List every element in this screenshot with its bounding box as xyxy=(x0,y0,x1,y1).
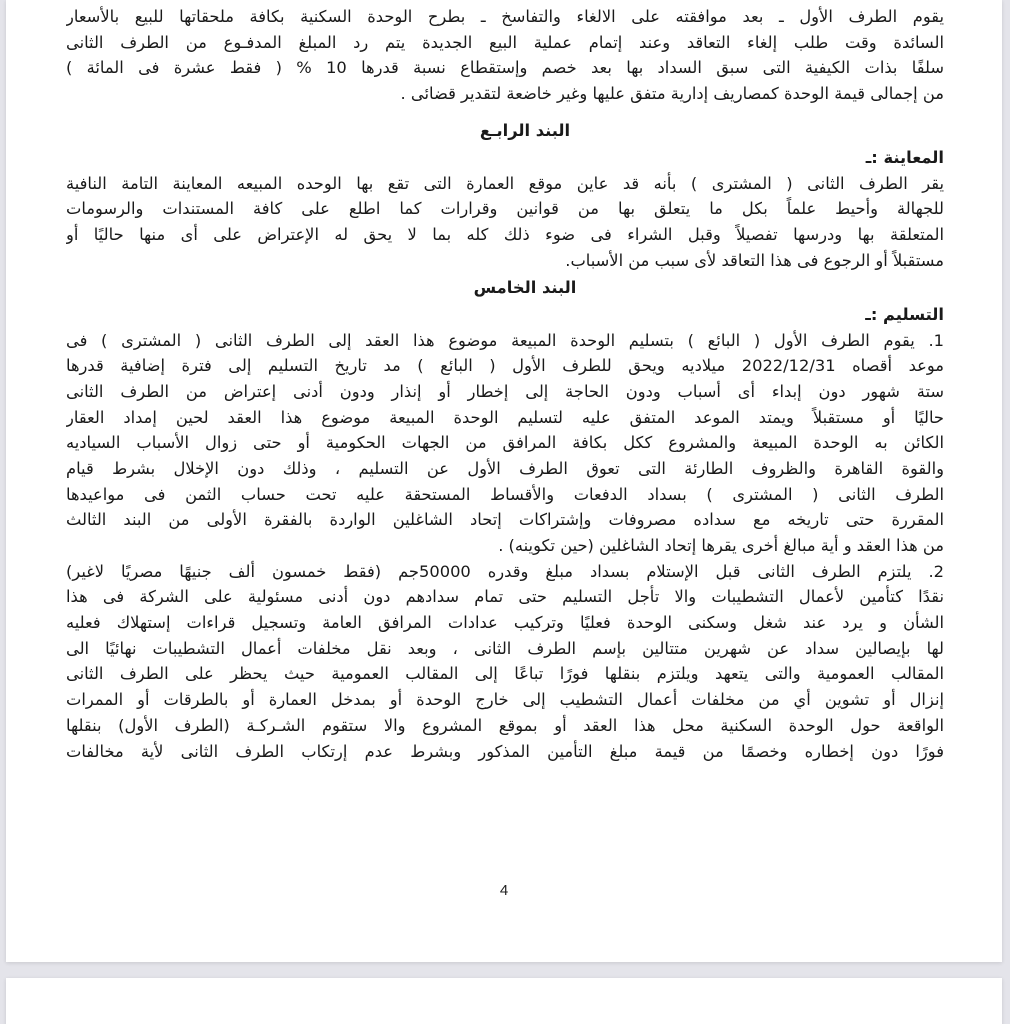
text-line: 2. يلتزم الطرف الثانى قبل الإستلام بسداد مبلغ وقدره 50000جم (فقط خمسون ألف جنيهًا مصريًا لاغير) xyxy=(66,561,944,581)
text-line: ستة شهور دون إبداء أى أسباب ودون الحاجة إلى إخطار أو إنذار ودون أدنى إعتراض من الطرف الثانى xyxy=(66,381,944,401)
text-line: المقررة حتى تاريخه مع سداده مصروفات وإشتراكات إتحاد الشاغلين الواردة بالفقرة الأولى من البند الثالث xyxy=(66,510,944,530)
page-content xyxy=(66,0,944,764)
text-line: السائدة وقت طلب إلغاء التعاقد وعند إتمام عملية البيع الجديدة يتم رد المبلغ المدفـوع من الطرف الثانى xyxy=(66,32,944,52)
text-line: المتعلقة بها ودرسها تفصيلاً وقبل الشراء فى ضوء ذلك كله بما لا يحق له الإعتراض على أى منها حاليًا أو xyxy=(66,225,944,245)
text-line: للجهالة وأحيط علماً بكل ما يتعلق بها من قوانين وقرارات كما اطلع على كافة المستندات والرسومات xyxy=(66,199,944,219)
text-line: من إجمالى قيمة الوحدة كمصاريف إدارية متفق عليها وغير خاضعة لتقدير قضائى . xyxy=(400,84,944,104)
text-line: إنزال أو تشوين أي من مخلفات أعمال التشطيب إلى خارج الوحدة أو بمدخل العمارة أو بالطرقات أو الممرات xyxy=(66,690,944,710)
clause-4 xyxy=(66,117,944,274)
clause-5-subtitle-delivery: التسليم :ـ xyxy=(865,304,944,324)
text-line: المقالب العمومية والتى يتعهد ويلتزم بنقلها فورًا تباعًا إلى المقالب العمومية حيث يحظر على الطرف الثانى xyxy=(66,664,944,684)
text-line: من هذا العقد و أية مبالغ أخرى يقرها إتحاد الشاغلين (حين تكوينه) . xyxy=(498,536,944,555)
text-line: الشأن و يرد عند شغل وسكنى الوحدة فعليًا وتركيب عدادات المرافق العامة وتسجيل قراءات إستهلاك فعليه xyxy=(66,613,944,633)
text-line: الواقعة حول الوحدة السكنية محل هذا العقد أو بموقع المشروع والا ستقوم الشـركـة (الطرف الأول) بنقلها xyxy=(66,715,944,735)
clause-5-item-1 xyxy=(66,328,944,559)
page-number: 4 xyxy=(499,882,509,899)
text-line: لها بإيصالين سداد عن شهرين متتالين بإسم الطرف الثانى ، وبعد نقل مخلفات أعمال التشطيبات نهائيًا الى xyxy=(66,638,944,658)
text-line: والقوة القاهرة والظروف الطارئة التى تعوق الطرف الأول عن التسليم ، وذلك دون الإخلال بشرط قيام xyxy=(66,458,944,478)
clause-4-title: البند الرابـع xyxy=(479,120,571,140)
document-page-5 xyxy=(6,978,1002,1024)
text-line: فورًا دون إخطاره وخصمًا من قيمة مبلغ التأمين المذكور وبشرط عدم إرتكاب الطرف الثانى لأية مخالفات xyxy=(66,741,944,761)
clause-5 xyxy=(66,274,944,765)
text-line: مستقبلاً أو الرجوع فى هذا التعاقد لأى سبب من الأسباب. xyxy=(565,250,944,270)
text-line: الكائن به الوحدة المبيعة والمشروع ككل بكافة المرافق من الجهات الحكومية أو حتى زوال الأسباب السياديه xyxy=(66,433,944,453)
text-line: حاليًا أو مستقبلاً ويمتد الموعد المتفق عليه لتسليم الوحدة المبيعة موضوع هذا العقد لحين إمداد العقار xyxy=(66,407,944,427)
clause-3-continuation xyxy=(66,0,944,107)
clause-4-subtitle-inspection: المعاينة :ـ xyxy=(865,147,944,167)
text-line: موعد أقصاه 2022/12/31 ميلاديه ويحق للطرف الأول ( البائع ) مد تاريخ التسليم إلى فترة إضافية قدرها xyxy=(66,356,944,376)
text-line: 1. يقوم الطرف الأول ( البائع ) بتسليم الوحدة المبيعة موضوع هذا العقد إلى الطرف الثانى ( المشترى ) فى xyxy=(66,330,944,350)
text-line: سلفًا بذات الكيفية التى سبق السداد بها بعد خصم وإستقطاع نسبة قدرها 10 % ( فقط عشرة فى المائة ) xyxy=(66,58,944,78)
text-line: الطرف الثانى ( المشترى ) بسداد الدفعات والأقساط المستحقة عليه تحت حساب الثمن فى مواعيدها xyxy=(66,484,944,504)
clause-5-item-2 xyxy=(66,559,944,765)
text-line: نقدًا كتأمين لأعمال التشطيبات والا تأجل التسليم حتى تمام سدادهم دون أدنى مسئولية على الشركة فى هذا xyxy=(66,587,944,607)
text-line: يقوم الطرف الأول ـ بعد موافقته على الالغاء والتفاسخ ـ بطرح الوحدة السكنية بكافة ملحقاتها للبيع بالأسعار xyxy=(66,7,944,26)
document-page-4 xyxy=(6,0,1002,962)
text-line: يقر الطرف الثانى ( المشترى ) بأنه قد عاين موقع العمارة التى تقع بها الوحده المبيعه المعاينة التامة النافية xyxy=(66,173,944,193)
clause-5-title: البند الخامس xyxy=(473,277,577,297)
